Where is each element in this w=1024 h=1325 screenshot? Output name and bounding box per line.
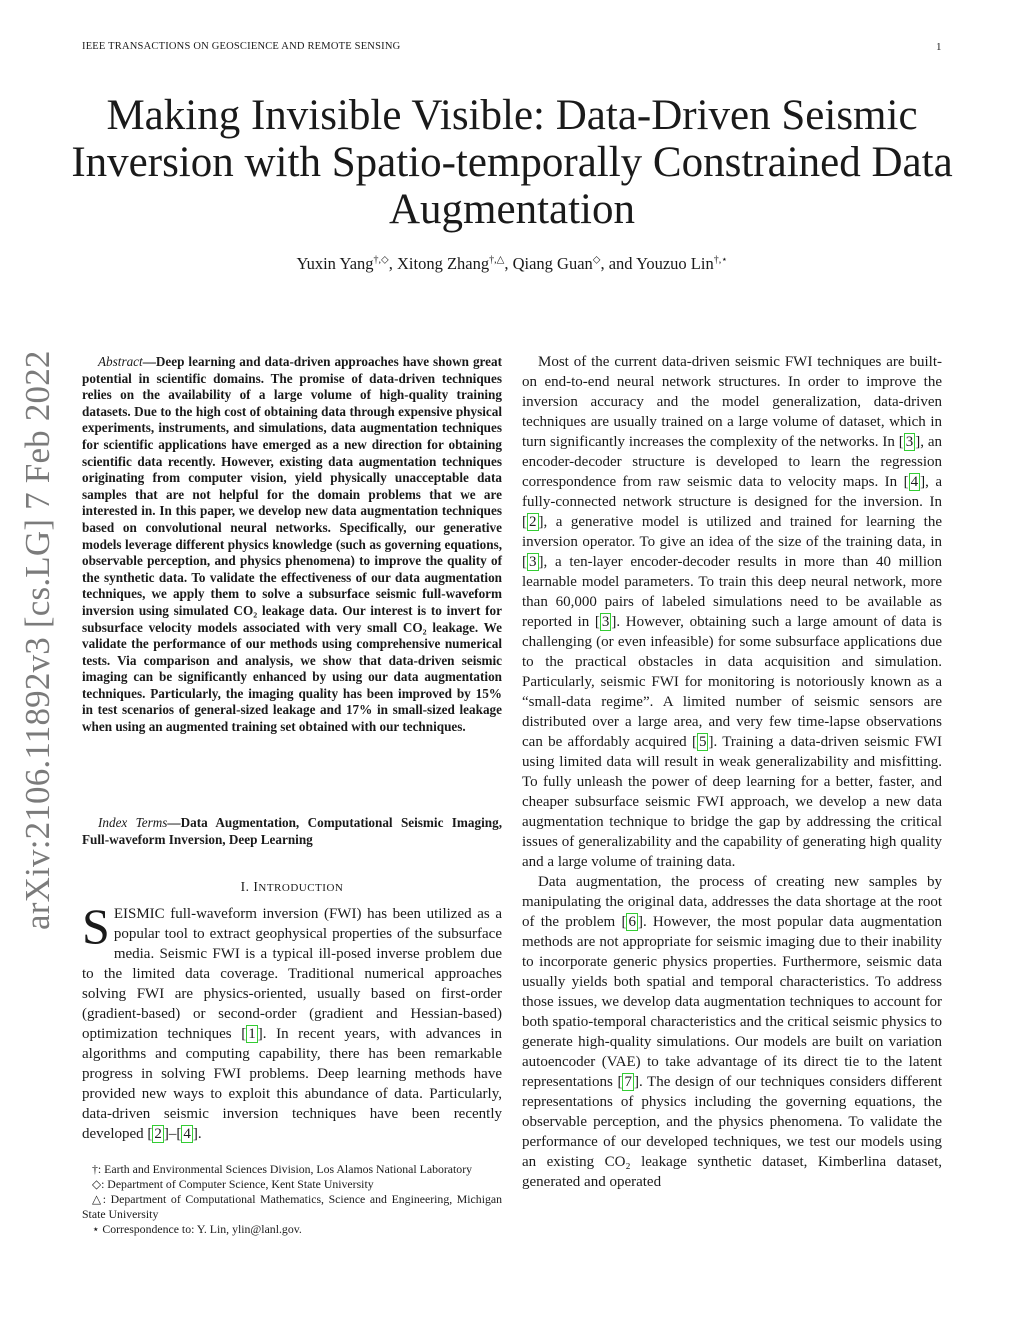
citation-link[interactable]: 5 <box>698 734 707 750</box>
author-name: Yuxin Yang <box>296 254 374 273</box>
citation-link[interactable]: 7 <box>624 1074 632 1090</box>
abstract <box>82 354 502 736</box>
footnote-correspondence: ⋆ Correspondence to: Y. Lin, ylin@lanl.gov. <box>92 1222 302 1236</box>
citation-link[interactable]: 4 <box>910 474 919 490</box>
intro-text: . In recent years, with advances in algorithms and computing capability, there has been remarkable progress in solving FWI problems. Deep learning methods have provided new ways to exploit this abundance of data. Particularly, data-driven seismic inversion techniques have been recently developed <box>82 1026 502 1142</box>
drop-cap: S <box>82 898 110 954</box>
body-text: . However, obtaining such a large amount of data is challenging (or even infeasible) for some subsurface applications due to the practical obstacles in data acquisition and simulation. Particularly, seismic FWI for monitoring is notoriously known as a “small-data regime”. A limited number of seismic sensors are distributed over a large area, and very few time-lapse observations can be affordably acquired <box>522 614 943 750</box>
section-first-letter: I <box>253 879 259 894</box>
citation-link[interactable]: 6 <box>628 914 636 930</box>
body-text: . However, the most popular data augmentation methods are not appropriate for seismic imaging due to their inability to incorporate generic physics properties. Furthermore, seismic data usually yields both spatial and temporal characteristics. To address those issues, we develop data augmentation techniques to account for both spatio-temporal characteristics and the critical seismic physics to generate high-quality simulations. Our models are built on variation autoencoder (VAE) to take advantage of its direct tie to the latent representations <box>522 914 942 1090</box>
author-separator: , and <box>600 254 637 273</box>
footnote-affiliation-msu: △: Department of Computational Mathematics, Science and Engineering, Michigan State University <box>82 1192 502 1221</box>
citation-link[interactable]: 3 <box>905 434 914 450</box>
intro-text: . <box>197 1126 202 1142</box>
index-terms-text: —Data Augmentation, Computational Seismic Imaging, Full-waveform Inversion, Deep Learning <box>82 815 502 847</box>
author-list <box>60 254 964 274</box>
body-text: . The design of our techniques considers different representations of physics including the governing equations, the observable perception, and the physics phenomena. To validate the performance of our developed techniques, we test our models using an existing CO₂ leakage synthetic dataset, Kimberlina dataset, generated and operated <box>522 1074 942 1190</box>
body-paragraph: Most of the current data-driven seismic FWI techniques are built-on end-to-end neural network structures. In order to improve the inversion accuracy and the model generalization, data-driven techniques are usually trained on a large volume of dataset, which in turn significantly increases the complexity of the networks. In [ 3 ], an encoder-decoder structure is developed to learn the regression correspondence from raw seismic data to velocity maps. In [ 4 ], a fully-connected network structure is designed for the inversion. In [ 2 ], a generative model is utilized and trained for learning the inversion operator. To give an idea of the size of the training data, in [ 3 ], a ten-layer encoder-decoder results in more than 40 million learnable model parameters. To train this deep neural network, more than 60,000 pairs of labeled simulations need to be available as reported in [ 3 ]. However, obtaining such a large amount of data is challenging (or even infeasible) for some subsurface applications due to the practical obstacles in data acquisition and simulation. Particularly, seismic FWI for monitoring is notoriously known as a “small-data regime”. A limited number of seismic sensors are distributed over a large area, and very few time-lapse observations can be affordably acquired [ 5 ]. Training a data-driven seismic FWI using limited data will result in weak generalizability and misfitting. To fully unleash the power of deep learning for a better, faster, and cheaper subsurface seismic FWI approach, we develop a new data augmentation technique to bridge the gap by addressing the critical issues of generalizability and the capability of generating high quality and a large volume of training data. <box>522 354 943 870</box>
author-affiliation-mark: †,◇ <box>373 254 389 266</box>
abstract-label: Abstract <box>98 354 143 369</box>
footnote-affiliation-kent: ◇: Department of Computer Science, Kent State University <box>92 1177 374 1191</box>
page-number: 1 <box>936 41 942 53</box>
section-heading-introduction <box>82 879 502 895</box>
body-text: Most of the current data-driven seismic FWI techniques are built-on end-to-end neural network structures. In order to improve the inversion accuracy and the model generalization, data-driven techniques are usually trained on a large volume of dataset, which in turn significantly increases the complexity of the networks. In <box>522 354 942 450</box>
section-numeral: I. <box>240 879 254 894</box>
citation-link[interactable]: 1 <box>248 1026 256 1042</box>
body-text: Data augmentation, the process of creating new samples by manipulating the original data, addresses the data shortage at the root of the problem <box>522 874 942 930</box>
author-name: Youzuo Lin <box>636 254 714 273</box>
author-name: Xitong Zhang <box>397 254 490 273</box>
body-text: , an encoder-decoder structure is developed to learn the regression correspondence from raw seismic data to velocity maps. In <box>522 434 942 490</box>
index-terms <box>82 815 502 848</box>
section-rest: NTRODUCTION <box>258 882 344 894</box>
author-affiliation-mark: †,△ <box>489 254 505 266</box>
citation-link[interactable]: 2 <box>529 514 537 530</box>
author-affiliation-mark: †,⋆ <box>713 254 728 266</box>
abstract-text: —Deep learning and data-driven approaches have shown great potential in scientific domains. The promise of data-driven techniques relies on the availability of a large volume of high-quality training datasets. Due to the high cost of obtaining data through expensive physical experiments, instruments, and simulations, data augmentation techniques for scientific applications have emerged as a new direction for obtaining scientific data recently. However, existing data augmentation techniques originating from computer vision, yield physically unacceptable data samples that are not helpful for the domain problems that we are interested in. In this paper, we develop new data augmentation techniques based on convolutional neural networks. Specifically, our generative models leverage different physics knowledge (such as governing equations, observable perception, and physics phenomena) to improve the quality of the synthetic data. To validate the effectiveness of our data augmentation techniques, we apply them to solve a subsurface seismic full-waveform inversion using simulated CO₂ leakage data. Our interest is to invert for subsurface velocity models associated with very small CO₂ leakage. We validate the performance of our methods using comprehensive numerical tests. Via comparison and analysis, we show that data-driven seismic imaging can be significantly enhanced by using our data augmentation techniques. Particularly, the imaging quality has been improved by 15% in test scenarios of general-sized leakage and 17% in small-sized leakage when using an augmented training set obtained with our techniques. <box>82 354 502 735</box>
body-paragraph: Data augmentation, the process of creating new samples by manipulating the original data, addresses the data shortage at the root of the problem [ 6 ]. However, the most popular data augmentation methods are not appropriate for seismic imaging due to their inability to incorporate generic physics properties. Furthermore, seismic data usually yields both spatial and temporal characteristics. To address those issues, we develop data augmentation techniques to account for both spatio-temporal characteristics and the critical seismic physics to generate high-quality simulations. Our models are built on variation autoencoder (VAE) to take advantage of its direct tie to the latent representations [ 7 ]. The design of our techniques considers different representations of physics including the governing equations, the observable perception, and the physics phenomena. To validate the performance of our developed techniques, we test our models using an existing CO₂ leakage synthetic dataset, Kimberlina dataset, generated and operated <box>522 874 942 1190</box>
paper-title: Making Invisible Visible: Data-Driven Seismic Inversion with Spatio-temporally Constrained Data Augmentation <box>71 92 953 233</box>
arxiv-identifier-stamp[interactable]: arXiv:2106.11892v3 [cs.LG] 7 Feb 2022 <box>18 350 57 930</box>
citation-link[interactable]: 3 <box>601 614 610 630</box>
footnotes <box>82 1162 502 1237</box>
body-text: , a generative model is utilized and trained for learning the inversion operator. To give an idea of the size of the training data, in <box>522 514 942 550</box>
journal-header: IEEE TRANSACTIONS ON GEOSCIENCE AND REMOTE SENSING <box>82 41 401 52</box>
author-separator: , <box>388 254 397 273</box>
author-affiliation-mark: ◇ <box>592 254 601 266</box>
author-separator: , <box>504 254 513 273</box>
citation-link[interactable]: 2 <box>154 1126 162 1142</box>
introduction-paragraph: SEISMIC full-waveform inversion (FWI) has been utilized as a popular tool to extract geophysical properties of the subsurface media. Seismic FWI is a typical ill-posed inverse problem due to the limited data coverage. Traditional numerical approaches solving FWI are physics-oriented, usually based on first-order (gradient-based) or second-order (gradient and Hessian-based) optimization techniques [ 1 ]. In recent years, with advances in algorithms and computing capability, there has been remarkable progress in solving FWI problems. Deep learning methods have provided new ways to exploit this abundance of data. Particularly, data-driven seismic inversion techniques have been recently developed [ 2 ]–[ 4 ]. <box>82 898 502 1142</box>
intro-text: EISMIC full-waveform inversion (FWI) has been utilized as a popular tool to extract geophysical properties of the subsurface media. Seismic FWI is a typical ill-posed inverse problem due to the limited data coverage. Traditional numerical approaches solving FWI are physics-oriented, usually based on first-order (gradient-based) or second-order (gradient and Hessian-based) optimization techniques <box>82 906 502 1042</box>
body-text: , a ten-layer encoder-decoder results in more than 40 million learnable model parameters. To train this deep neural network, more than 60,000 pairs of labeled simulations need to be available as reported in <box>522 554 942 630</box>
body-text: . Training a data-driven seismic FWI using limited data will result in weak generalizability and misfitting. To fully unleash the power of deep learning for a better, faster, and cheaper subsurface seismic FWI approach, we develop a new data augmentation technique to bridge the gap by addressing the critical issues of generalizability and the capability of generating high quality and a large volume of training data. <box>522 734 942 870</box>
citation-link[interactable]: 4 <box>183 1126 191 1142</box>
citation-dash: – <box>168 1126 177 1142</box>
right-column-body <box>522 352 942 1192</box>
author-name: Qiang Guan <box>512 254 593 273</box>
body-text: , a fully-connected network structure is designed for the inversion. In <box>522 474 942 510</box>
citation-link[interactable]: 3 <box>529 554 537 570</box>
footnote-affiliation-lanl: †: Earth and Environmental Sciences Division, Los Alamos National Laboratory <box>92 1162 473 1176</box>
index-terms-label: Index Terms <box>98 815 168 830</box>
